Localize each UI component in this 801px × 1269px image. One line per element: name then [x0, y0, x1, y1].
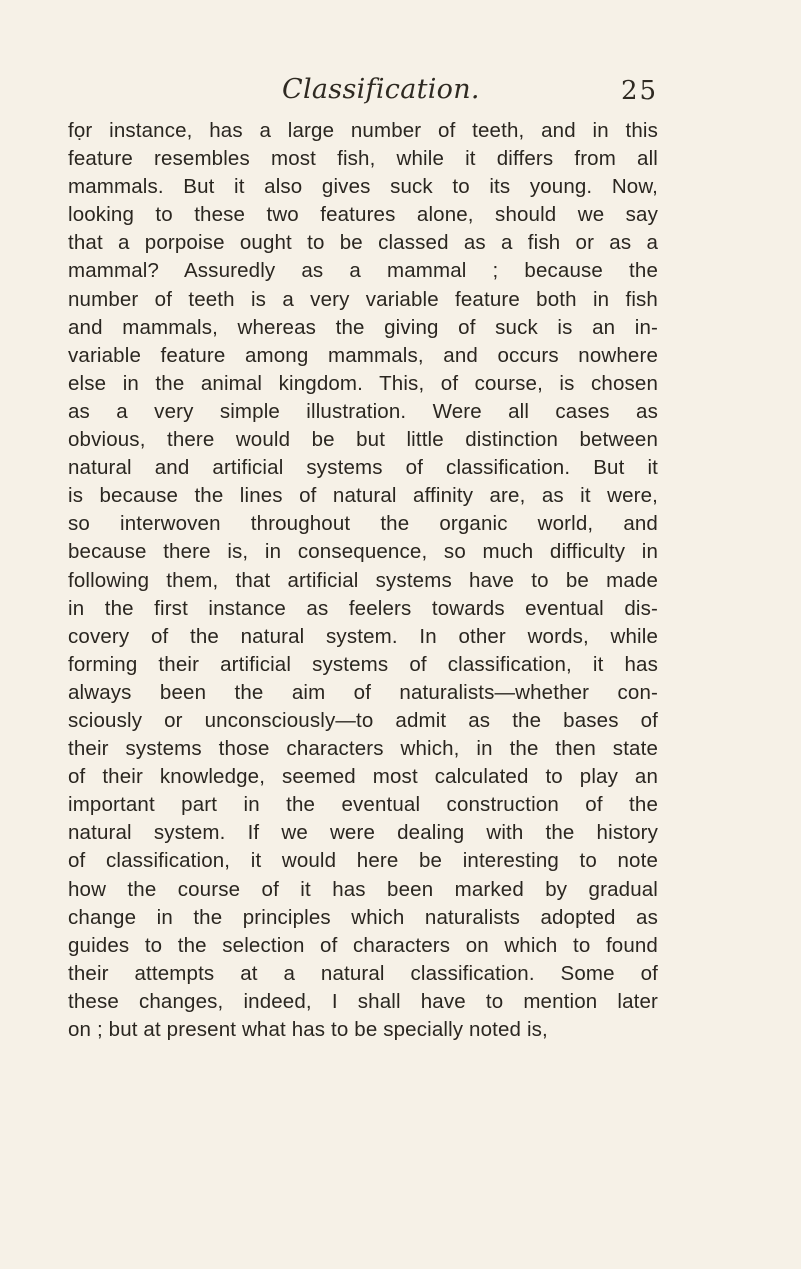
text-line: mammals. But it also gives suck to its young. Now, [68, 175, 658, 199]
text-line: number of teeth is a very variable feature both in fish [68, 287, 658, 311]
text-line: always been the aim of naturalists—whether con- [68, 680, 658, 704]
text-line: important part in the eventual construction of the [68, 793, 658, 817]
running-head [0, 74, 801, 114]
text-line: natural and artificial systems of classification. But it [68, 456, 658, 480]
text-line: and mammals, whereas the giving of suck is an in- [68, 315, 658, 339]
body-text [68, 117, 658, 1044]
text-line: sciously or unconsciously—to admit as the bases of [68, 708, 658, 732]
text-line: change in the principles which naturalists adopted as [68, 905, 658, 929]
text-line: their systems those characters which, in the then state [68, 737, 658, 761]
text-line: on ; but at present what has to be specially noted is, [68, 1018, 548, 1041]
text-line: as a very simple illustration. Were all cases as [68, 399, 658, 423]
page-number: 25 [621, 76, 659, 106]
text-line: these changes, indeed, I shall have to mention later [68, 989, 658, 1013]
text-line: mammal? Assuredly as a mammal ; because the [68, 259, 658, 283]
text-line: feature resembles most fish, while it differs from all [68, 147, 658, 171]
text-line: natural system. If we were dealing with the history [68, 821, 658, 845]
text-line: covery of the natural system. In other words, while [68, 624, 658, 648]
text-line: in the first instance as feelers towards eventual dis- [68, 596, 658, 620]
text-line: of their knowledge, seemed most calculated to play an [68, 765, 658, 789]
text-line: because there is, in consequence, so much difficulty in [68, 540, 658, 564]
text-line: else in the animal kingdom. This, of course, is chosen [68, 371, 658, 395]
text-line: following them, that artificial systems have to be made [68, 568, 658, 592]
text-line: that a porpoise ought to be classed as a fish or as a [68, 231, 658, 255]
text-line: of classification, it would here be interesting to note [68, 849, 658, 873]
text-line: looking to these two features alone, should we say [68, 203, 658, 227]
text-line: fọr instance, has a large number of teeth, and in this [68, 119, 658, 142]
text-line: forming their artificial systems of classification, it has [68, 652, 658, 676]
text-line: obvious, there would be but little distinction between [68, 428, 658, 452]
text-line: is because the lines of natural affinity are, as it were, [68, 484, 658, 508]
running-title: Classification. [282, 74, 480, 105]
text-line: so interwoven throughout the organic world, and [68, 512, 658, 536]
text-line: guides to the selection of characters on which to found [68, 933, 658, 957]
text-line: their attempts at a natural classification. Some of [68, 961, 658, 985]
text-line: how the course of it has been marked by gradual [68, 877, 658, 901]
text-line: variable feature among mammals, and occurs nowhere [68, 343, 658, 367]
